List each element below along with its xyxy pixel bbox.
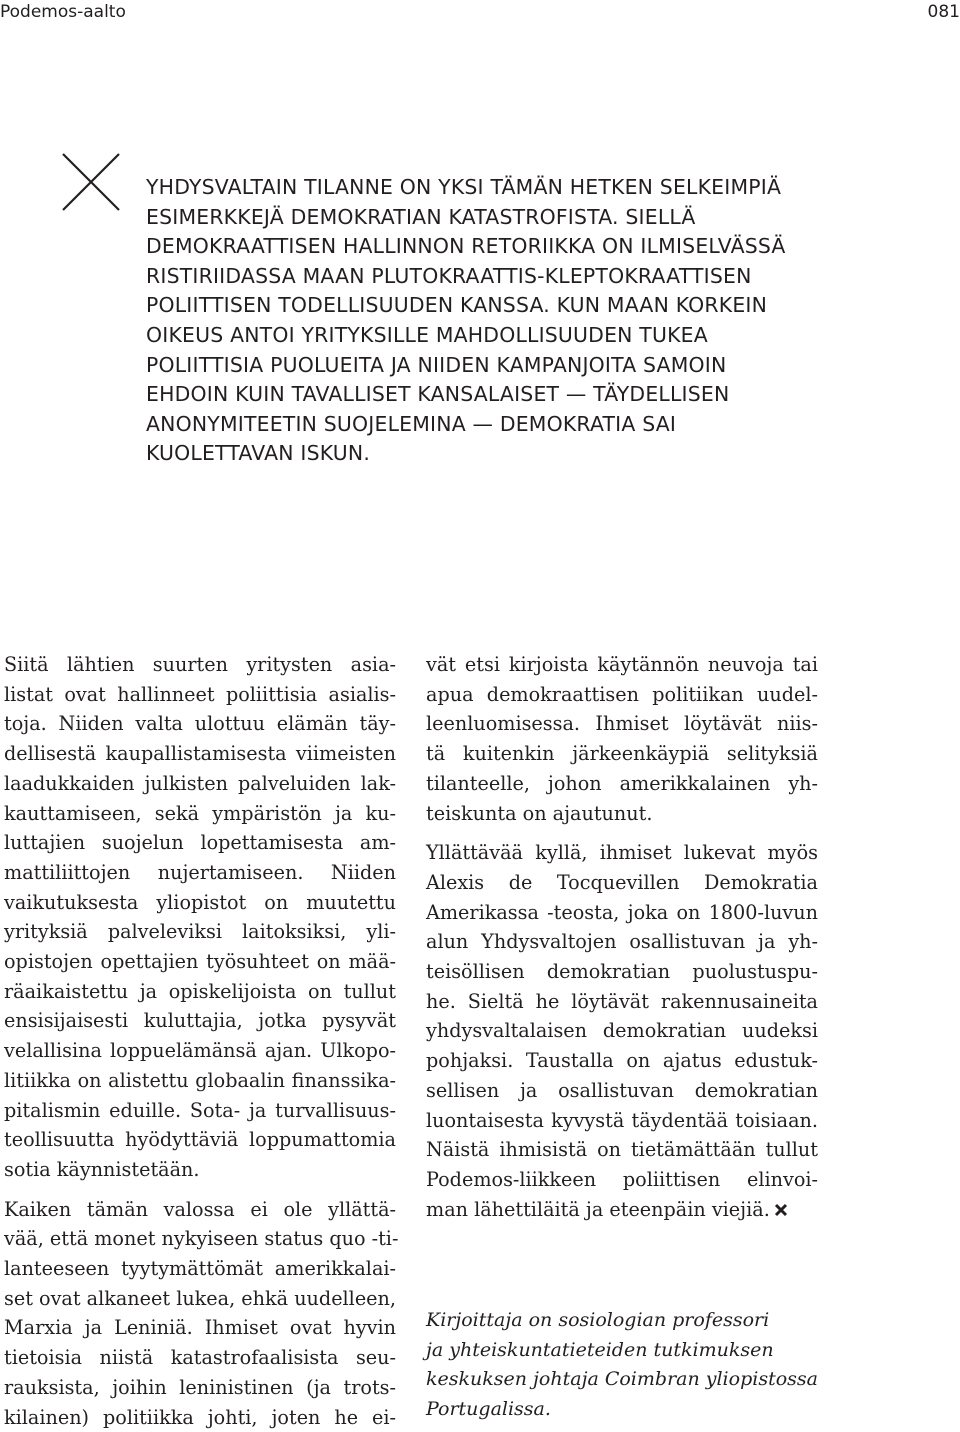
text-line: leenluomisessa. Ihmiset löytävät niis- xyxy=(426,712,818,736)
pull-quote-line: YHDYSVALTAIN TILANNE ON YKSI TÄMÄN HETKEN SELKEIMPIÄ xyxy=(146,175,782,199)
text-line: teisöllisen demokratian puolustuspu- xyxy=(426,960,818,984)
text-line: yrityksiä palveleviksi laitoksiksi, yli- xyxy=(4,920,396,944)
bio-line: Portugalissa. xyxy=(426,1397,551,1420)
text-line: dellisestä kaupallistamisesta viimeisten xyxy=(4,742,396,766)
text-line: alun Yhdysvaltojen osallistuvan ja yh- xyxy=(426,930,818,954)
paragraph xyxy=(426,650,818,828)
pull-quote-line: DEMOKRAATTISEN HALLINNON RETORIIKKA ON ILMISELVÄSSÄ xyxy=(146,234,786,259)
pull-quote-line: POLIITTISEN TODELLISUUDEN KANSSA. KUN MAAN KORKEIN xyxy=(146,293,768,318)
x-end-icon xyxy=(774,1203,788,1217)
text-line: rauksista, joihin leninistinen (ja trots- xyxy=(4,1375,396,1399)
paragraph xyxy=(4,1195,399,1432)
page-number: 081 xyxy=(927,2,960,22)
pull-quote-line: OIKEUS ANTOI YRITYKSILLE MAHDOLLISUUDEN TUKEA xyxy=(146,322,708,347)
text-line: vaikutuksesta yliopistot on muutettu xyxy=(4,890,396,914)
text-line: opistojen opettajien työsuhteet on mää- xyxy=(4,950,396,974)
text-line: yhdysvaltalaisen demokratian uudeksi xyxy=(426,1019,818,1043)
text-line: Podemos-liikkeen poliittisen elinvoi- xyxy=(426,1167,818,1191)
text-line: lanteeseen tyytymättömät amerikkalai- xyxy=(4,1257,396,1281)
text-line: teiskunta on ajautunut. xyxy=(426,801,653,825)
text-line: Marxia ja Leniniä. Ihmiset ovat hyvin xyxy=(4,1316,396,1340)
text-line: tietoisia niistä katastrofaalisista seu- xyxy=(4,1346,396,1370)
pull-quote-line: EHDOIN KUIN TAVALLISET KANSALAISET — TÄYDELLISEN xyxy=(146,382,730,407)
right-column xyxy=(426,650,818,1224)
text-line: kauttamiseen, sekä ympäristön ja ku- xyxy=(4,801,396,825)
text-line: Kaiken tämän valossa ei ole yllättä- xyxy=(4,1197,396,1221)
text-line: teollisuutta hyödyttäviä loppumattomia xyxy=(4,1128,396,1152)
text-line: kilainen) politiikka johti, joten he ei- xyxy=(4,1405,396,1429)
text-line: set ovat alkaneet lukea, ehkä uudelleen, xyxy=(4,1286,396,1310)
text-line: apua demokraattisen politiikan uudel- xyxy=(426,682,818,706)
paragraph xyxy=(4,650,396,1185)
text-line: Näistä ihmisistä on tietämättään tullut xyxy=(426,1138,818,1162)
pull-quote-line: KUOLETTAVAN ISKUN. xyxy=(146,441,371,466)
text-line: man lähettiläitä ja eteenpäin viejiä. xyxy=(426,1197,770,1221)
text-line: ensisijaisesti kuluttajia, jotka pysyvät xyxy=(4,1009,396,1033)
text-line: luttajien suojelun lopettamisesta am- xyxy=(4,831,396,855)
bio-line: ja yhteiskuntatieteiden tutkimuksen xyxy=(426,1338,774,1361)
text-line-with-end-mark xyxy=(426,1195,818,1225)
x-icon xyxy=(62,153,120,211)
left-column xyxy=(4,650,399,1432)
text-line: Alexis de Tocquevillen Demokratia xyxy=(426,870,818,894)
text-line: laadukkaiden julkisten palveluiden lak- xyxy=(4,771,396,795)
text-line: sotia käynnistetään. xyxy=(4,1157,200,1181)
text-line: toja. Niiden valta ulottuu elämän täy- xyxy=(4,712,396,736)
text-line: pitalismin eduille. Sota- ja turvallisuus- xyxy=(4,1098,396,1122)
text-line: listat ovat hallinneet poliittisia asialis- xyxy=(4,682,396,706)
text-line: tä kuitenkin järkeenkäypiä selityksiä xyxy=(426,742,818,766)
text-line: vät etsi kirjoista käytännön neuvoja tai xyxy=(426,653,818,676)
pull-quote-line: POLIITTISIA PUOLUEITA JA NIIDEN KAMPANJOITA SAMOIN xyxy=(146,352,727,377)
text-line: litiikka on alistettu globaalin finanssika- xyxy=(4,1068,396,1092)
text-line: Amerikassa -teosta, joka on 1800-luvun xyxy=(426,900,818,924)
bio-line: Kirjoittaja on sosiologian professori xyxy=(426,1309,770,1331)
pull-quote-line: ANONYMITEETIN SUOJELEMINA — DEMOKRATIA SAI xyxy=(146,411,677,436)
text-line: he. Sieltä he löytävät rakennusaineita xyxy=(426,989,818,1013)
bio-line: keskuksen johtaja Coimbran yliopistossa xyxy=(426,1368,818,1391)
text-line: räaikaistettu ja opiskelijoista on tullut xyxy=(4,979,396,1003)
text-line: sellisen ja osallistuvan demokratian xyxy=(426,1078,818,1102)
text-line: Yllättävää kyllä, ihmiset lukevat myös xyxy=(426,841,818,865)
text-line: vää, että monet nykyiseen status quo -ti- xyxy=(4,1227,399,1251)
text-line: luontaisesta kyvystä täydentää toisiaan. xyxy=(426,1108,818,1132)
text-line: tilanteelle, johon amerikkalainen yh- xyxy=(426,771,818,795)
pull-quote-line: RISTIRIIDASSA MAAN PLUTOKRAATTIS-KLEPTOKRAATTISEN xyxy=(146,263,752,288)
text-line: mattiliittojen nujertamiseen. Niiden xyxy=(4,860,396,884)
text-line: pohjaksi. Taustalla on ajatus edustuk- xyxy=(426,1049,818,1073)
author-bio xyxy=(426,1306,846,1424)
pull-quote-line: ESIMERKKEJÄ DEMOKRATIAN KATASTROFISTA. SIELLÄ xyxy=(146,204,696,229)
text-line: velallisina loppuelämänsä ajan. Ulkopo- xyxy=(4,1039,396,1063)
text-line: Siitä lähtien suurten yritysten asia- xyxy=(4,653,396,676)
running-head: Podemos-aalto xyxy=(0,2,126,22)
paragraph xyxy=(426,838,818,1224)
pull-quote xyxy=(146,173,846,469)
